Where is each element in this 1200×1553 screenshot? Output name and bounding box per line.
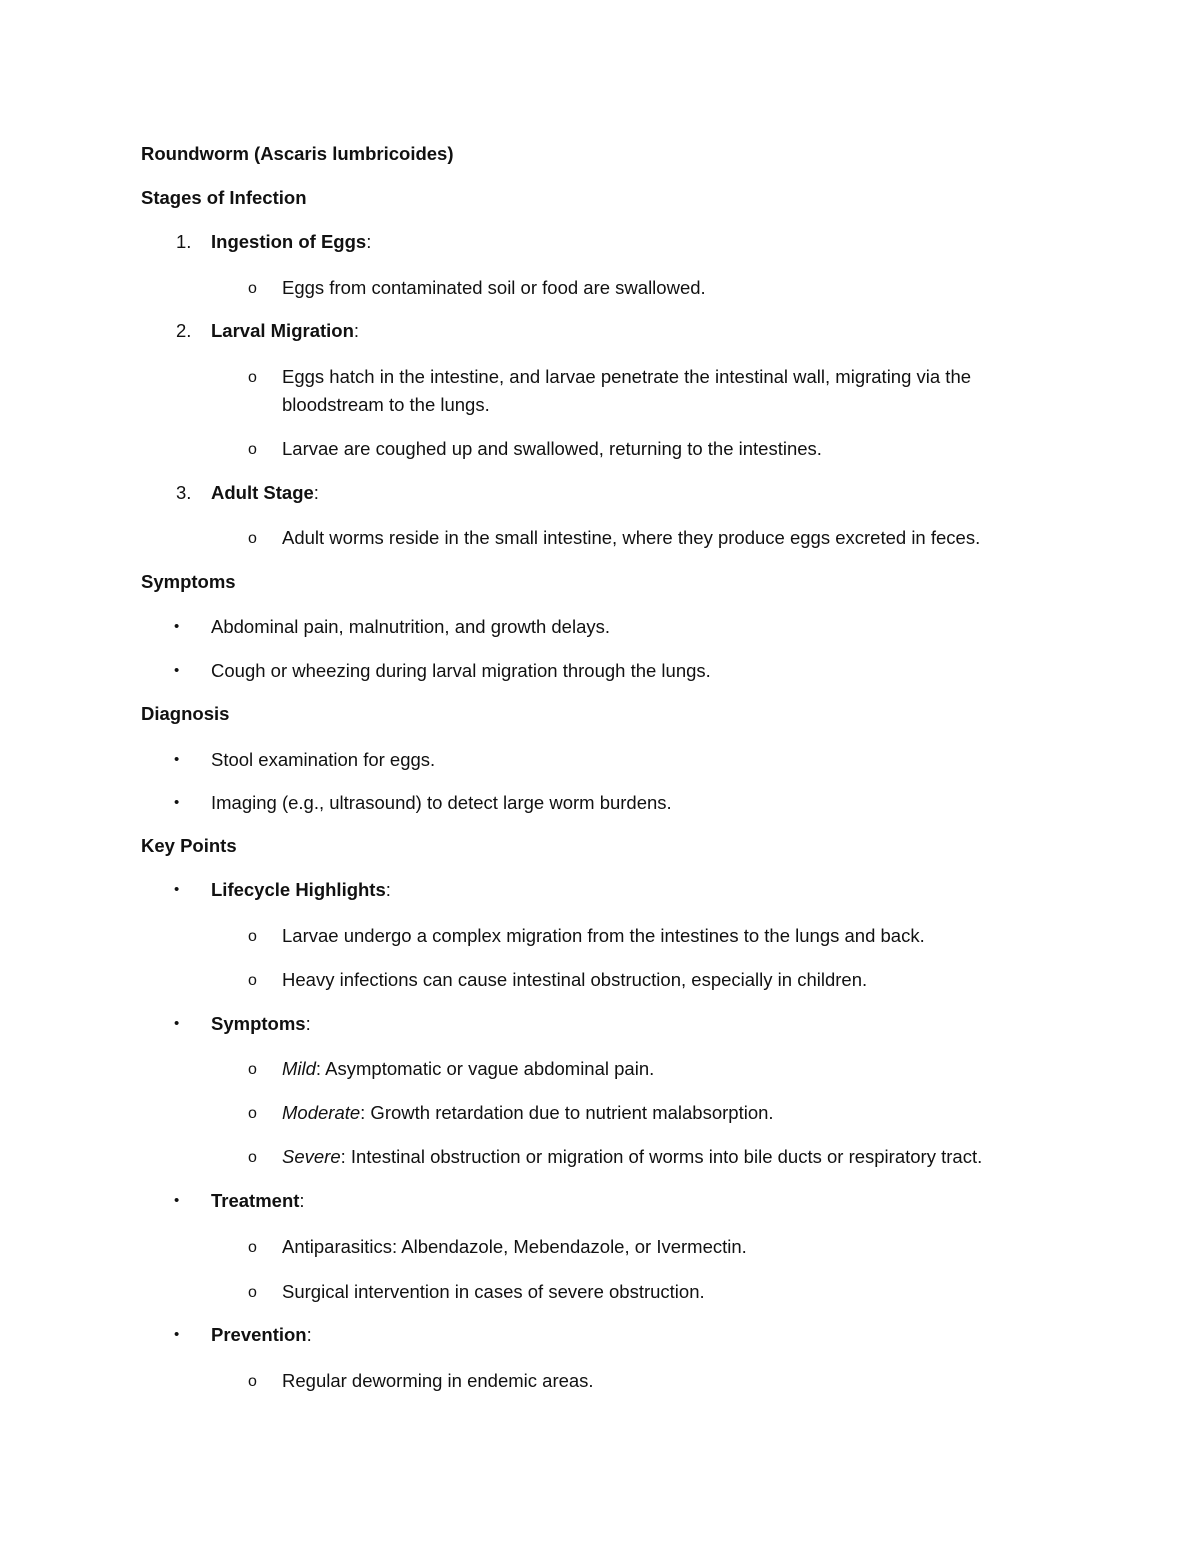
bullet: •: [174, 794, 180, 811]
key-point-label: Symptoms: [211, 1013, 306, 1034]
bullet: •: [174, 751, 180, 768]
severity-term: Moderate: [282, 1102, 361, 1123]
severity-item-moderate: [282, 1104, 774, 1123]
key-point-prevention: [211, 1326, 312, 1345]
sub-bullet: o: [248, 972, 257, 989]
label-colon: :: [366, 231, 372, 252]
key-point-symptoms: [211, 1015, 311, 1034]
stages-heading: Stages of Infection: [141, 187, 307, 208]
bullet: •: [174, 881, 180, 898]
stage-point-line: Eggs hatch in the intestine, and larvae penetrate the intestinal wall, migrating via the: [282, 366, 972, 387]
diagnosis-item: Stool examination for eggs.: [211, 749, 436, 770]
sub-bullet: o: [248, 1149, 257, 1166]
symptom-item: Cough or wheezing during larval migration through the lungs.: [211, 660, 711, 681]
list-number: 1.: [176, 231, 192, 252]
severity-text: : Asymptomatic or vague abdominal pain.: [315, 1058, 655, 1079]
severity-item-mild: [282, 1060, 654, 1079]
key-point-label: Lifecycle Highlights: [211, 879, 386, 900]
sub-bullet: o: [248, 369, 257, 386]
stage-item-adult: [211, 484, 319, 503]
label-colon: :: [353, 320, 360, 341]
stage-label: Larval Migration: [211, 320, 354, 341]
sub-bullet: o: [248, 530, 257, 547]
label-colon: :: [385, 879, 391, 900]
key-point-detail: Regular deworming in endemic areas.: [282, 1370, 594, 1391]
list-number: 3.: [176, 482, 192, 503]
sub-bullet: o: [248, 1373, 257, 1390]
bullet: •: [174, 662, 180, 679]
list-number: 2.: [176, 320, 192, 341]
bullet: •: [174, 618, 180, 635]
stage-point: Eggs from contaminated soil or food are swallowed.: [282, 277, 706, 298]
key-point-detail: Larvae undergo a complex migration from the intestines to the lungs and back.: [282, 925, 925, 946]
symptom-item: Abdominal pain, malnutrition, and growth delays.: [211, 616, 611, 637]
sub-bullet: o: [248, 1284, 257, 1301]
stage-item-ingestion: [211, 233, 371, 252]
key-point-treatment: [211, 1192, 305, 1211]
sub-bullet: o: [248, 1105, 257, 1122]
key-point-detail: Antiparasitics: Albendazole, Mebendazole, or Ivermectin.: [282, 1236, 747, 1257]
bullet: •: [174, 1015, 180, 1032]
severity-term: Mild: [282, 1058, 316, 1079]
severity-term: Severe: [282, 1146, 341, 1167]
bullet: •: [174, 1326, 180, 1343]
key-point-detail: Heavy infections can cause intestinal obstruction, especially in children.: [282, 969, 868, 990]
sub-bullet: o: [248, 441, 257, 458]
key-point-detail: Surgical intervention in cases of severe obstruction.: [282, 1281, 705, 1302]
stage-point-line: bloodstream to the lungs.: [282, 394, 490, 415]
bullet: •: [174, 1192, 180, 1209]
key-point-label: Treatment: [211, 1190, 300, 1211]
severity-text: : Growth retardation due to nutrient malabsorption.: [360, 1102, 774, 1123]
sub-bullet: o: [248, 928, 257, 945]
diagnosis-heading: Diagnosis: [141, 703, 230, 724]
sub-bullet: o: [248, 280, 257, 297]
severity-text: : Intestinal obstruction or migration of worms into bile ducts or respiratory tract.: [340, 1146, 983, 1167]
label-colon: :: [305, 1013, 311, 1034]
label-colon: :: [313, 482, 319, 503]
sub-bullet: o: [248, 1061, 257, 1078]
key-point-label: Prevention: [211, 1324, 307, 1345]
document-title: Roundworm (Ascaris lumbricoides): [141, 143, 454, 164]
diagnosis-item: Imaging (e.g., ultrasound) to detect large worm burdens.: [211, 792, 672, 813]
stage-label: Adult Stage: [211, 482, 314, 503]
key-point-lifecycle: [211, 881, 391, 900]
stage-point: Larvae are coughed up and swallowed, returning to the intestines.: [282, 438, 822, 459]
stage-item-larval-migration: [211, 322, 359, 341]
symptoms-heading: Symptoms: [141, 571, 236, 592]
severity-item-severe: [282, 1148, 982, 1167]
key-points-heading: Key Points: [141, 835, 237, 856]
label-colon: :: [299, 1190, 305, 1211]
label-colon: :: [306, 1324, 312, 1345]
sub-bullet: o: [248, 1239, 257, 1256]
stage-point: Adult worms reside in the small intestine, where they produce eggs excreted in feces.: [282, 527, 981, 548]
stage-label: Ingestion of Eggs: [211, 231, 367, 252]
